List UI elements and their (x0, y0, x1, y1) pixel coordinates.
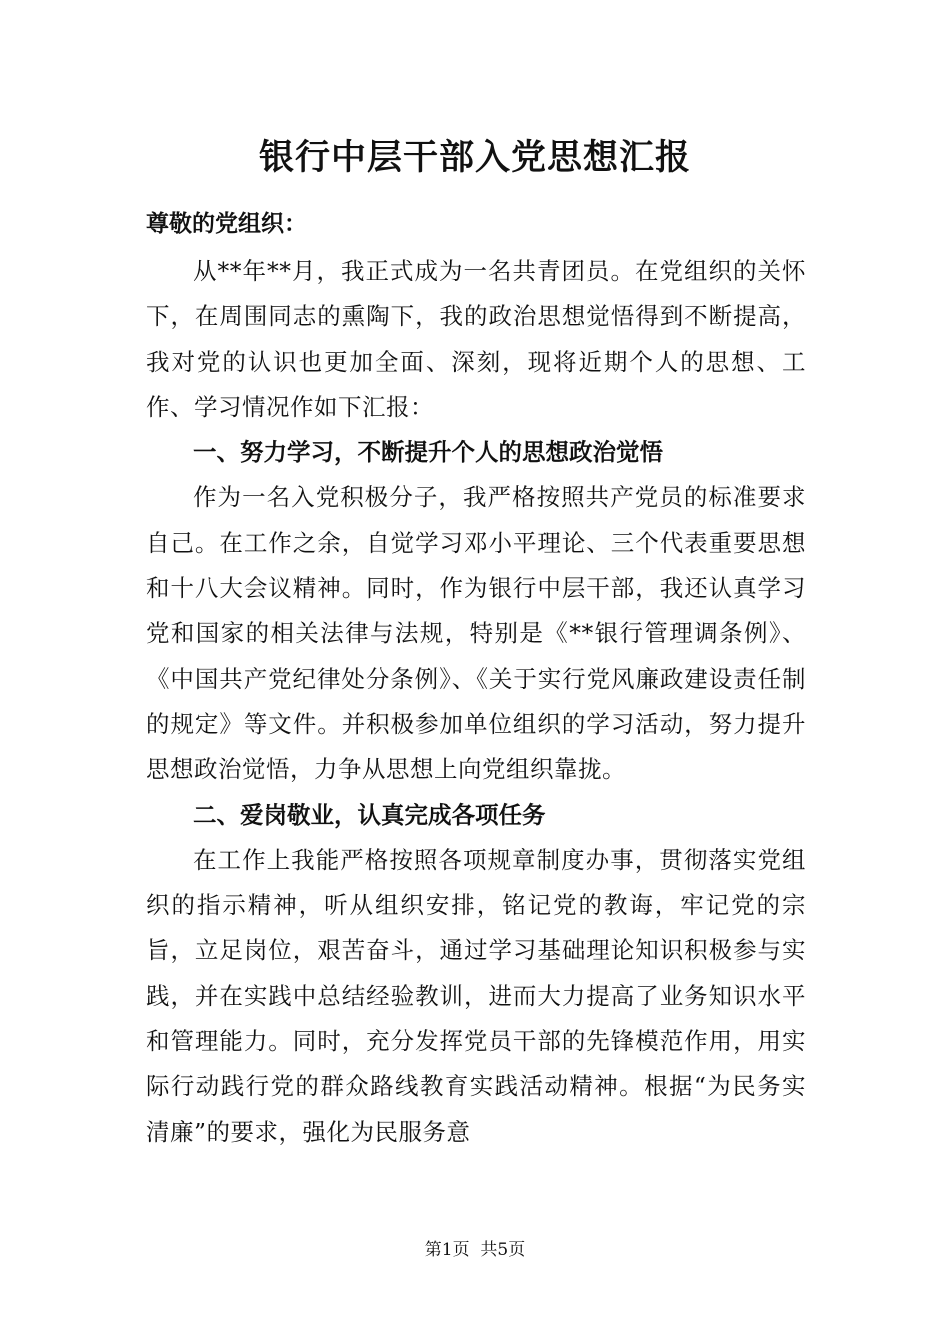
page-number: 第1页 共5页 (424, 1240, 526, 1260)
page-footer (0, 1238, 950, 1262)
paragraph-work: 在工作上我能严格按照各项规章制度办事，贯彻落实党组织的指示精神，听从组织安排，铭记党的教诲，牢记党的宗旨，立足岗位，艰苦奋斗，通过学习基础理论知识积极参与实践，并在实践中总结经验教训，进而大力提高了业务知识水平和管理能力。同时，充分发挥党员干部的先锋模范作用，用实际行动践行党的群众路线教育实践活动精神。根据“为民务实清廉”的要求，强化为民服务意 (146, 845, 806, 1146)
paragraph-intro: 从**年**月，我正式成为一名共青团员。在党组织的关怀下，在周围同志的熏陶下，我的政治思想觉悟得到不断提高，我对党的认识也更加全面、深刻，现将近期个人的思想、工作、学习情况作如下汇报： (146, 257, 806, 421)
document-title: 银行中层干部入党思想汇报 (258, 138, 691, 178)
document-body (146, 205, 806, 1155)
section-heading-1: 一、努力学习，不断提升个人的思想政治觉悟 (193, 438, 663, 467)
paragraph-study: 作为一名入党积极分子，我严格按照共产党员的标准要求自己。在工作之余，自觉学习邓小平理论、三个代表重要思想和十八大会议精神。同时，作为银行中层干部，我还认真学习党和国家的相关法律与法规，特别是《**银行管理调条例》、《中国共产党纪律处分条例》、《关于实行党风廉政建设责任制的规定》等文件。并积极参加单位组织的学习活动，努力提升思想政治觉悟，力争从思想上向党组织靠拢。 (146, 483, 806, 784)
section-heading-2: 二、爱岗敬业，认真完成各项任务 (193, 800, 546, 829)
salutation: 尊敬的党组织： (146, 211, 307, 237)
